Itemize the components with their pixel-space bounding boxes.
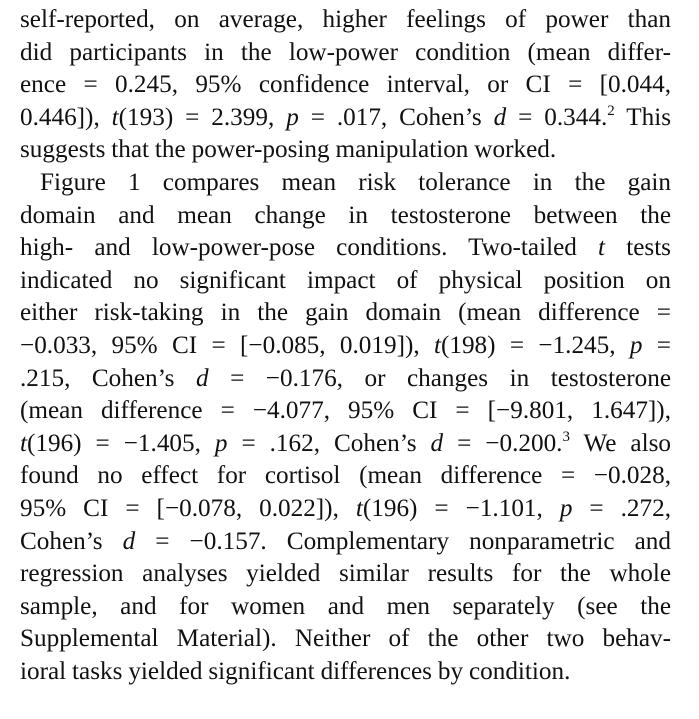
stat-symbol-t: t [20,429,27,457]
text-run: suggests that the power-posing manipulation worked. [20,136,557,164]
text-line [20,69,671,102]
text-line [20,656,671,689]
text-line [20,37,671,70]
text-run: (198) = −1.245, [440,331,630,359]
stat-symbol-d: d [430,429,444,457]
text-line [20,493,671,526]
text-run: Supplemental Material). Neither of the other two behav- [20,625,671,653]
text-run: .215, Cohen’s [20,364,196,392]
text-line [20,297,671,330]
text-line [20,265,671,298]
text-line [20,460,671,493]
text-run: = −0.176, or changes in testosterone [208,364,672,392]
text-line [20,526,671,559]
stat-symbol-p: p [629,331,643,359]
text-run: Figure 1 compares mean risk tolerance in the gain [40,168,671,196]
stat-symbol-t: t [433,331,441,359]
text-line [20,4,671,37]
stat-symbol-t: t [355,494,363,522]
text-line [20,395,671,428]
text-run: = .017, Cohen’s [298,103,494,131]
stat-symbol-p: p [286,103,299,131]
text-line [20,558,671,591]
text-run: Cohen’s [20,527,123,555]
footnote-marker: 3 [562,428,570,445]
text-run: 0.446]), [20,103,112,131]
text-line [20,428,671,461]
text-run: We also [569,429,671,457]
text-run: (196) = −1.405, [27,429,215,457]
paragraph-power-manipulation [20,4,671,167]
text-line [20,232,671,265]
text-run: ence = 0.245, 95% confidence interval, or CI = [0.044, [20,71,671,99]
text-run: did participants in the low-power condition (mean differ- [20,38,671,66]
text-run: (mean difference = −4.077, 95% CI = [−9.801, 1.647]), [20,397,671,425]
text-line [20,623,671,656]
stat-symbol-t: t [111,103,119,131]
stat-symbol-d: d [195,364,209,392]
stat-symbol-p: p [214,429,228,457]
text-run: 95% CI = [−0.078, 0.022]), [20,494,356,522]
article-text [20,4,671,688]
stat-symbol-t: t [598,234,606,262]
text-line [20,591,671,624]
text-run: self-reported, on average, higher feelings of power than [20,6,671,33]
text-run: domain and mean change in testosterone between the [20,201,671,229]
text-run: = −0.200. [443,429,563,457]
text-run: found no effect for cortisol (mean difference = −0.028, [20,462,671,490]
text-run: ioral tasks yielded significant differences by condition. [20,657,571,685]
text-run: = .272, [572,494,671,522]
text-line [20,167,671,200]
text-run: (196) = −1.101, [362,494,560,522]
text-run: regression analyses yielded similar results for the whole [20,560,671,588]
stat-symbol-p: p [559,494,573,522]
text-line [20,363,671,396]
text-run: = .162, Cohen’s [227,429,431,457]
text-run: −0.033, 95% CI = [−0.085, 0.019]), [20,331,434,359]
text-run: This [614,103,671,131]
text-run: sample, and for women and men separately (see the [20,592,671,620]
text-run: = −0.157. Complementary nonparametric and [135,527,671,555]
text-line [20,102,671,135]
text-run: = [642,331,671,359]
footnote-marker: 2 [607,102,615,119]
text-line [20,200,671,233]
paragraph-figure-1-results [20,167,671,689]
text-run: indicated no significant impact of physical position on [20,266,671,294]
text-run: high- and low-power-pose conditions. Two-tailed [20,234,599,262]
stat-symbol-d: d [122,527,136,555]
text-run: tests [605,234,671,262]
text-run: = 0.344. [506,103,608,131]
stat-symbol-d: d [493,103,507,131]
text-line [20,134,671,167]
text-run: (193) = 2.399, [118,103,287,131]
text-line [20,330,671,363]
text-run: either risk-taking in the gain domain (mean difference = [20,299,671,327]
